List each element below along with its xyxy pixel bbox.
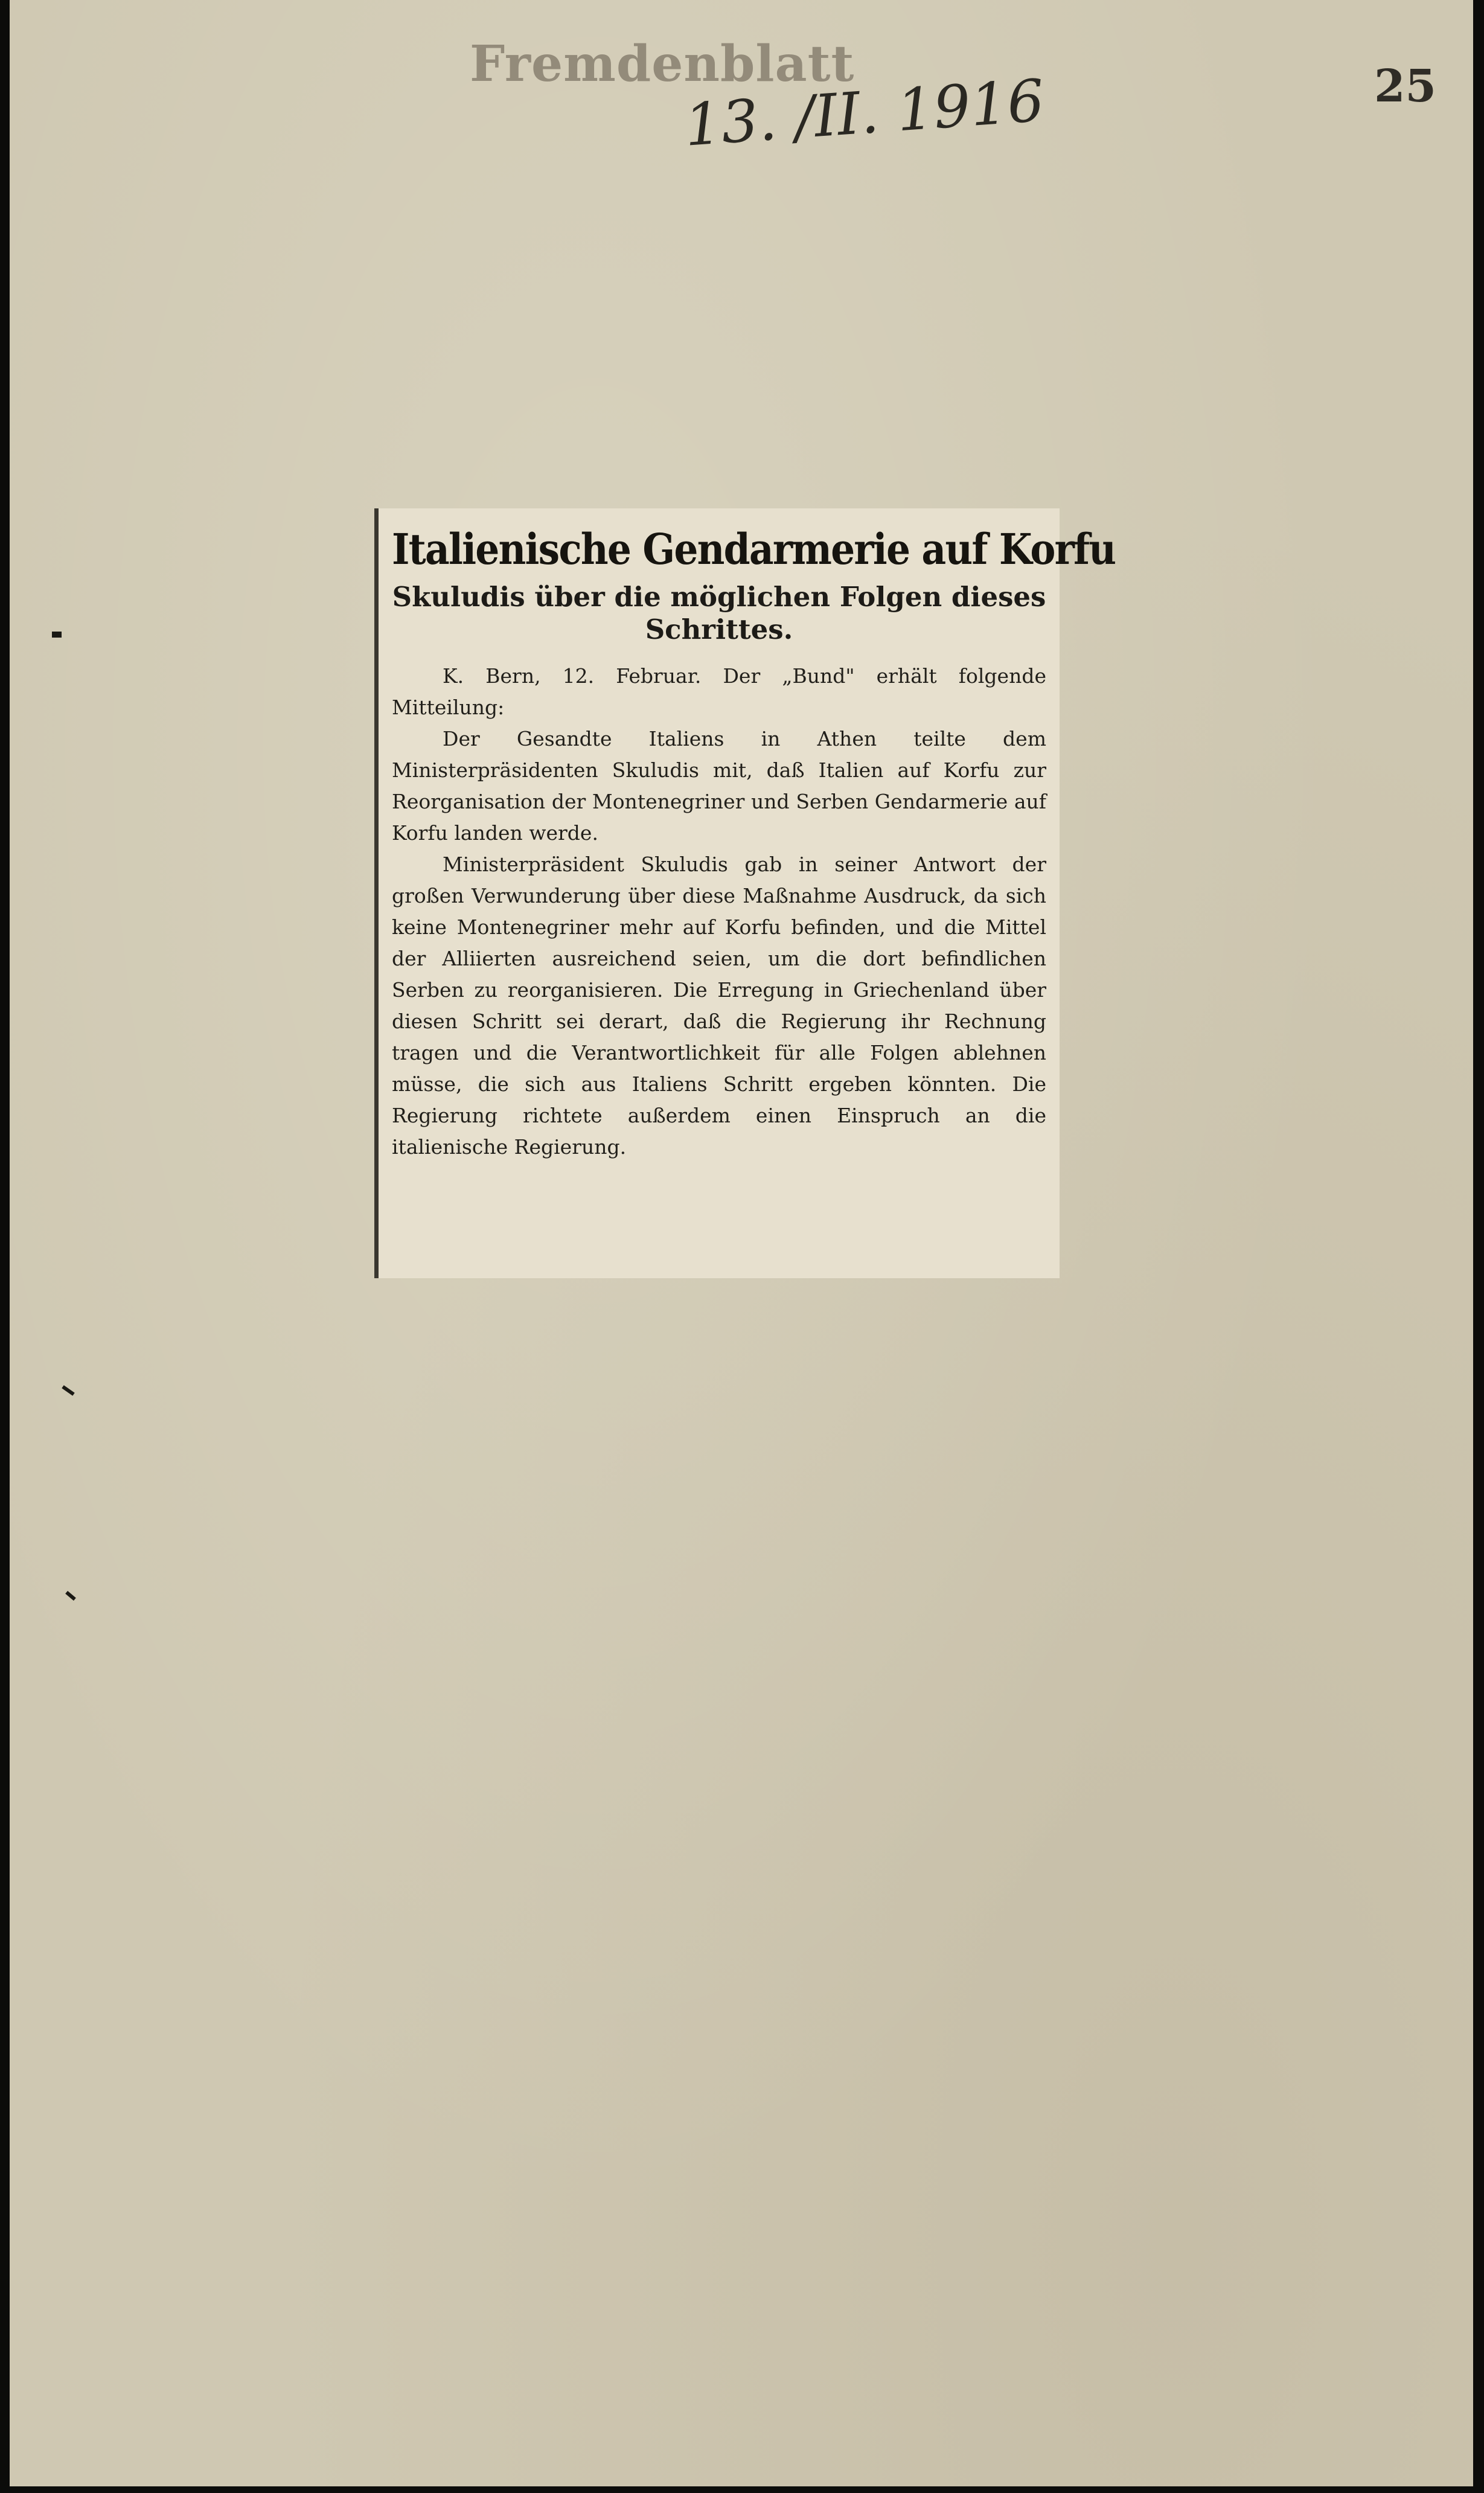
newspaper-stamp: Fremdenblatt xyxy=(470,35,855,93)
newspaper-clipping xyxy=(374,508,1116,1278)
article-paragraph: Ministerpräsident Skuludis gab in seiner Antwort der großen Verwunderung über diese Maßnahme Ausdruck, da sich keine Montenegriner mehr auf Korfu befinden, und die Mittel der Alliierten ausreichend seien, um die dort befindlichen Serben zu reorganisieren. Die Erregung in Griechenland über diesen Schritt sei derart, daß die Regierung ihr Rechnung tragen und die Verantwortlichkeit für alle Folgen ablehnen müsse, die sich aus Italiens Schritt ergeben könnten. Die Regierung richtete außerdem einen Einspruch an die italienische Regierung. xyxy=(392,853,1046,1159)
article-headline: Italienische Gendarmerie auf Korfu xyxy=(392,524,1116,574)
article-dateline-paragraph: K. Bern, 12. Februar. Der „Bund" erhält folgende Mitteilung: xyxy=(392,664,1046,719)
page-number: 25 xyxy=(1374,60,1436,112)
handwritten-date: 13. /II. 1916 xyxy=(682,66,1047,159)
archive-sheet xyxy=(10,0,1473,2486)
margin-mark xyxy=(52,632,62,638)
margin-mark xyxy=(62,1385,74,1396)
article-paragraph: Der Gesandte Italiens in Athen teilte dem Ministerpräsidenten Skuludis mit, daß Italien auf Korfu zur Reorganisation der Montenegriner und Serben Gendarmerie auf Korfu landen werde. xyxy=(392,727,1046,845)
margin-mark xyxy=(65,1591,76,1601)
article-subheadline: Skuludis über die möglichen Folgen dieses Schrittes. xyxy=(392,581,1046,645)
